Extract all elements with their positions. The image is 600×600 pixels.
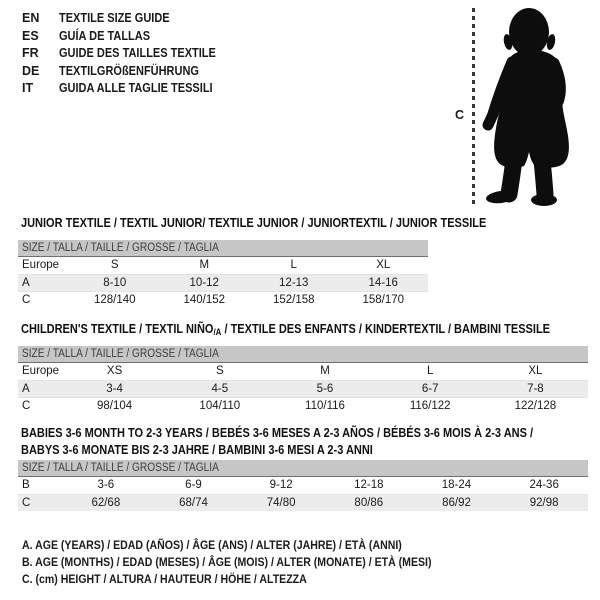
value-cell: 7-8 [527, 383, 544, 395]
junior-textile-table [18, 216, 487, 308]
value-cell: 3-6 [97, 479, 115, 491]
table-row [18, 397, 588, 414]
value-cell: 152/158 [272, 294, 315, 306]
size-column: XL [528, 365, 543, 377]
size-column: L [426, 365, 434, 377]
value-cell: 62/68 [91, 497, 121, 509]
footnotes [22, 537, 487, 589]
size-header-bar: SIZE / TALLA / TAILLE / GRÖSSE / TAGLIA [18, 460, 588, 477]
value-cell: 140/152 [183, 294, 226, 306]
language-list [22, 10, 237, 98]
table-row [18, 380, 588, 397]
children-textile-table [18, 322, 588, 414]
size-column: XL [376, 259, 391, 271]
language-code: DE [22, 63, 40, 78]
value-cell: 24-36 [529, 479, 559, 491]
babies-textile-table [18, 426, 588, 511]
title-subscript: /A [213, 327, 222, 337]
value-cell: 12-13 [279, 277, 309, 289]
size-column: S [215, 365, 224, 377]
value-cell: 9-12 [269, 479, 293, 491]
language-row [22, 63, 237, 81]
value-cell: 5-6 [316, 383, 334, 395]
language-row [22, 80, 237, 98]
size-column: S [110, 259, 119, 271]
language-label: GUIDE DES TAILLES TEXTILE [59, 46, 216, 61]
language-row [22, 28, 237, 46]
table-title: JUNIOR TEXTILE / TEXTIL JUNIOR/ TEXTILE JUNIOR / JUNIORTEXTIL / JUNIOR TESSILE [21, 216, 487, 230]
size-column: XS [106, 365, 123, 377]
size-column: M [320, 365, 330, 377]
table-row [18, 274, 428, 291]
footnote-c: C. (cm) HEIGHT / ALTURA / HAUTEUR / HÖHE / ALTEZZA [22, 572, 307, 587]
title-text: / TEXTILE DES ENFANTS / KINDERTEXTIL / BAMBINI TESSILE [221, 322, 551, 336]
value-cell: 92/98 [529, 497, 559, 509]
value-cell: 80/86 [354, 497, 384, 509]
value-cell: 18-24 [441, 479, 472, 491]
value-cell: 86/92 [442, 497, 471, 509]
size-header-bar: SIZE / TALLA / TAILLE / GRÖSSE / TAGLIA [18, 346, 588, 363]
table-row [18, 477, 588, 494]
language-code: EN [22, 11, 40, 25]
size-header-bar: SIZE / TALLA / TAILLE / GRÖSSE / TAGLIA [18, 240, 428, 257]
value-cell: 68/74 [179, 497, 208, 509]
footnote-b: B. AGE (MONTHS) / EDAD (MESES) / ÂGE (MOIS) / ALTER (MONATE) / ETÀ (MESI) [22, 555, 432, 570]
value-cell: 4-5 [211, 383, 229, 395]
table-header-row [18, 257, 428, 274]
table-title [18, 322, 588, 346]
row-label: C [22, 294, 31, 306]
value-cell: 128/140 [93, 294, 136, 306]
value-cell: 98/104 [97, 400, 133, 412]
table-title-line2: BABYS 3-6 MONATE BIS 2-3 JAHRE / BAMBINI 3-6 MESI A 2-3 ANNI [21, 443, 373, 457]
table-row [18, 494, 588, 511]
height-measure-label: C [455, 108, 465, 122]
table-title-line1: BABIES 3-6 MONTH TO 2-3 YEARS / BEBÉS 3-6 MESES A 2-3 AÑOS / BÉBÉS 3-6 MOIS À 2-3 ANS / [21, 426, 534, 440]
value-cell: 3-4 [106, 383, 123, 395]
value-cell: 104/110 [199, 400, 241, 412]
language-label: TEXTILGRÖßENFÜHRUNG [59, 63, 199, 78]
footnote-a: A. AGE (YEARS) / EDAD (AÑOS) / ÂGE (ANS) / ALTER (JAHRE) / ETÀ (ANNI) [22, 538, 402, 552]
value-cell: 6-9 [185, 479, 202, 491]
language-label: GUÍA DE TALLAS [59, 28, 151, 43]
language-row [22, 10, 237, 28]
row-label: A [22, 383, 30, 395]
row-label: A [22, 277, 30, 289]
size-column: M [199, 259, 210, 271]
height-dashed-line [472, 8, 475, 206]
title-text: CHILDREN'S TEXTILE / TEXTIL NIÑO [21, 322, 214, 336]
language-label: GUIDA ALLE TAGLIE TESSILI [59, 81, 213, 96]
language-code: IT [22, 81, 34, 96]
language-label: TEXTILE SIZE GUIDE [59, 11, 170, 25]
row-label: C [22, 497, 31, 509]
value-cell: 12-18 [354, 479, 384, 491]
region-label: Europe [22, 365, 60, 377]
row-label: B [22, 479, 30, 491]
value-cell: 110/116 [305, 400, 345, 412]
baby-silhouette-icon [482, 6, 592, 208]
value-cell: 14-16 [368, 277, 398, 289]
table-header-row [18, 363, 588, 380]
language-code: FR [22, 46, 39, 61]
value-cell: 122/128 [514, 400, 557, 412]
region-label: Europe [22, 259, 60, 271]
value-cell: 116/122 [409, 400, 451, 412]
value-cell: 6-7 [421, 383, 439, 395]
value-cell: 158/170 [362, 294, 405, 306]
value-cell: 8-10 [103, 277, 127, 289]
table-row [18, 291, 428, 308]
value-cell: 74/80 [266, 497, 296, 509]
size-column: L [290, 259, 297, 271]
row-label: C [22, 400, 31, 412]
language-row [22, 45, 237, 63]
language-code: ES [22, 28, 39, 43]
value-cell: 10-12 [189, 277, 219, 289]
